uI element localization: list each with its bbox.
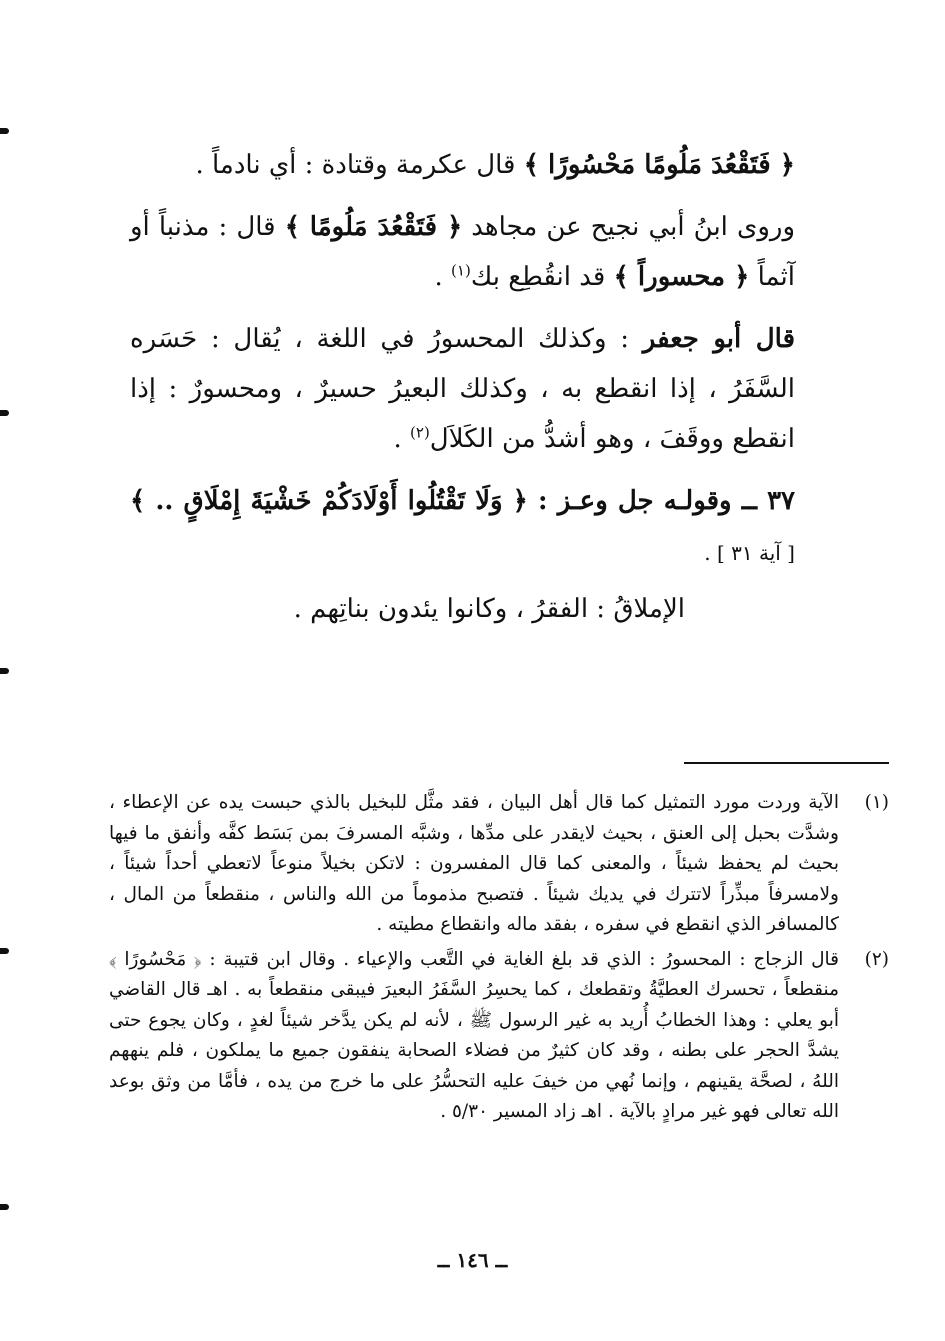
entry-number: ٣٧ ــ bbox=[741, 486, 795, 516]
entry-lead: وقولـه جل وعـز : bbox=[527, 486, 742, 516]
margin-mark-3 bbox=[0, 668, 9, 674]
footnote-1 bbox=[109, 788, 889, 941]
margin-mark-2 bbox=[0, 410, 9, 416]
quran-quote: ﴿ فَتَقْعُدَ مَلُومًا ﴾ bbox=[284, 212, 463, 242]
margin-mark-1 bbox=[0, 128, 9, 134]
paragraph-1 bbox=[130, 140, 795, 190]
paragraph-text: وروى ابنُ أبي نجيح عن مجاهد bbox=[462, 212, 796, 242]
footnote-number: (٢) bbox=[864, 948, 889, 970]
footnote-ref-1[interactable]: (١) bbox=[451, 261, 471, 280]
footnote-text: الآية وردت مورد التمثيل كما قال أهل البيان ، فقد مثَّل للبخيل بالذي حبست يده عن الإعطاء ، وشدَّت بحبل إلى العنق ، بحيث لايقدر على مدِّها ، وشبَّه المسرفَ بمن بَسَط كفَّه وأنفق ما فيها بحيث لم يحفظ شيئاً ، والمعنى كما قال المفسرون : لاتكن بخيلاً منوعاً لاتعطي أحداً شيئاً ، ولامسرفاً مبذِّراً لاتترك في يديك شيئاً . فتصبح مذموماً من الله والناس ، منقطعاً من المال ، كالمسافر الذي انقطع في سفره ، بفقد ماله وانقطاع مطيته . bbox=[109, 792, 839, 935]
quran-quote: ﴿ وَلَا تَقْتُلُوا أَوْلَادَكُمْ خَشْيَةَ إِمْلَاقٍ .. ﴾ bbox=[130, 486, 528, 516]
paragraph-4 bbox=[130, 476, 795, 578]
footnote-2 bbox=[109, 945, 889, 1128]
paragraph-text: الإملاقُ : الفقرُ ، وكانوا يئدون بناتِهم . bbox=[293, 594, 685, 624]
footnotes bbox=[109, 788, 889, 1132]
paragraph-text: قال : مذنباً أو آثماً bbox=[130, 212, 795, 292]
quran-quote: ﴿ محسوراً ﴾ bbox=[613, 262, 750, 292]
paragraph-2 bbox=[130, 202, 795, 302]
page-number: ــ ١٤٦ ــ bbox=[437, 1248, 508, 1272]
margin-mark-4 bbox=[0, 948, 9, 954]
main-text bbox=[130, 140, 795, 646]
author-lead: قال أبو جعفر bbox=[642, 324, 795, 354]
paragraph-text: قال عكرمة وقتادة : أي نادماً . bbox=[195, 150, 524, 180]
footnote-ref-2[interactable]: (٢) bbox=[410, 423, 430, 442]
footnote-divider bbox=[684, 762, 889, 764]
margin-mark-5 bbox=[0, 1204, 9, 1210]
verse-reference: [ آية ٣١ ] . bbox=[704, 541, 795, 565]
footnote-text: قال الزجاج : المحسورُ : الذي قد بلغ الغاية في التَّعب والإعياء . وقال ابن قتيبة : ﴿ مَحْسُورًا ﴾ منقطعاً ، تحسرك العطيَّةُ وتقطعك ، كما يحسِرُ السَّفَرُ البعيرَ فيبقى منقطعاً به . اهـ قال القاضي أبو يعلي : وهذا الخطابُ أُريد به غير الرسول ﷺ ، لأنه لم يكن يدَّخر شيئاً لغدٍ ، وكان يجوع حتى يشدَّ الحجر على بطنه ، وقد كان كثيرٌ من فضلاء الصحابة ينفقون جميع ما يملكون ، فلم ينههم اللهُ ، لصحَّة يقينهم ، وإنما نُهي من خيفَ عليه التحسُّرُ على ما خرج من يده ، فأمَّا من وثق بوعد الله تعالى فهو غير مرادٍ بالآية . اهـ زاد المسير ٥/٣٠ . bbox=[109, 948, 839, 1122]
quran-quote: ﴿ فَتَقْعُدَ مَلُومًا مَحْسُورًا ﴾ bbox=[523, 150, 795, 180]
paragraph-text: . bbox=[393, 424, 411, 454]
paragraph-5 bbox=[130, 584, 795, 634]
paragraph-3 bbox=[130, 314, 795, 464]
paragraph-text: : وكذلك المحسورُ في اللغة ، يُقال : حَسَره السَّفَرُ ، إذا انقطع به ، وكذلك البعيرُ حسيرٌ ، ومحسورٌ : إذا انقطع ووقَفَ ، وهو أشدُّ من الكَلاَل bbox=[130, 324, 795, 454]
paragraph-text: قد انقُطِع بك bbox=[470, 262, 614, 292]
footnote-number: (١) bbox=[864, 792, 889, 813]
paragraph-text: . bbox=[434, 262, 452, 292]
